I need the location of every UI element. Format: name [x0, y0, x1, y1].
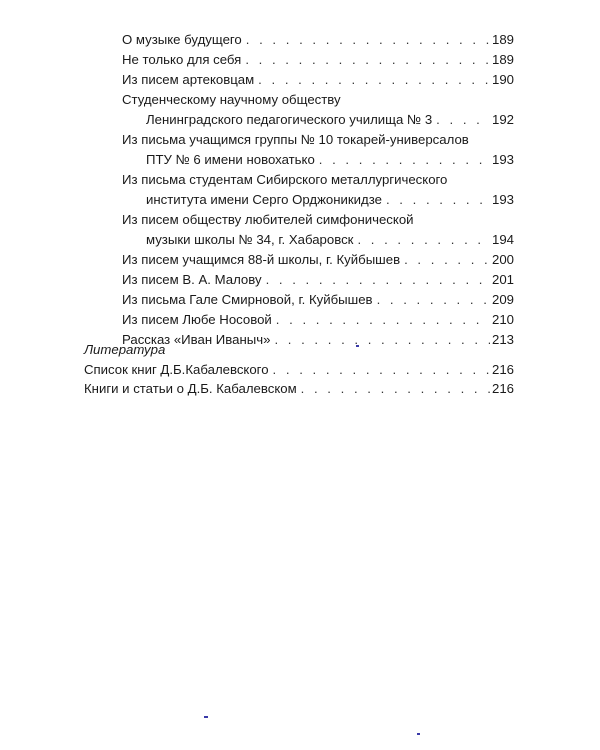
toc-entry [122, 310, 514, 330]
toc-entry-title: О музыке будущего [122, 32, 242, 47]
stray-ink-mark [204, 716, 208, 718]
literature-entry [84, 379, 514, 398]
toc-entry-title: Из писем обществу любителей симфонической [122, 212, 414, 227]
literature-entry [84, 360, 514, 379]
dot-leader [357, 230, 490, 250]
dot-leader [266, 270, 490, 290]
toc-entry-title: Из писем учащимся 88-й школы, г. Куйбышев [122, 252, 401, 267]
toc-entry-title: Не только для себя [122, 52, 242, 67]
dot-leader [386, 190, 490, 210]
toc-entry-page: 200 [491, 252, 514, 267]
literature-entry-page: 216 [491, 381, 514, 396]
toc-entry-title: Из письма Гале Смирновой, г. Куйбышев [122, 292, 373, 307]
toc-entry-title-continuation: института имени Серго Орджоникидзе [146, 192, 382, 207]
dot-leader [404, 250, 490, 270]
dot-leader [276, 310, 490, 330]
toc-entry-title: Студенческому научному обществу [122, 92, 341, 107]
dot-leader [301, 379, 490, 398]
toc-entry [122, 50, 514, 70]
dot-leader [319, 150, 490, 170]
dot-leader [245, 50, 490, 70]
literature-heading: Литература [84, 342, 166, 357]
toc-entry-title: Из писем артековцам [122, 72, 255, 87]
dot-leader [246, 30, 490, 50]
toc-entry [122, 130, 514, 170]
toc-entry [122, 290, 514, 310]
toc-entry-title-continuation: ПТУ № 6 имени новохатько [146, 152, 315, 167]
dot-leader [436, 110, 490, 130]
dot-leader [377, 290, 490, 310]
toc-entry-page: 190 [491, 72, 514, 87]
toc-entry-title-continuation: Ленинградского педагогического училища № 3 [146, 112, 433, 127]
literature-entry-page: 216 [491, 362, 514, 377]
literature-section [84, 340, 514, 398]
stray-ink-mark [356, 345, 359, 347]
toc-entry-page: 201 [491, 272, 514, 287]
toc-entry-page: 210 [491, 312, 514, 327]
toc-entry-page: 193 [491, 192, 514, 207]
toc-entry [122, 270, 514, 290]
toc-entry-page: 193 [491, 152, 514, 167]
dot-leader [273, 360, 490, 379]
toc-entry [122, 70, 514, 90]
toc-entry [122, 250, 514, 270]
toc-entry-page: 194 [491, 232, 514, 247]
toc-entry [122, 210, 514, 250]
table-of-contents [122, 30, 514, 350]
toc-entry-page: 189 [491, 52, 514, 67]
toc-entry-title: Из писем Любе Носовой [122, 312, 272, 327]
toc-entry [122, 90, 514, 130]
toc-entry-title: Рассказ «Иван Иваныч» [122, 332, 271, 347]
toc-entry-page: 189 [491, 32, 514, 47]
literature-entry-title: Список книг Д.Б.Кабалевского [84, 362, 269, 377]
toc-entry-page: 213 [491, 332, 514, 347]
literature-entry-title: Книги и статьи о Д.Б. Кабалевском [84, 381, 297, 396]
toc-entry-page: 192 [491, 112, 514, 127]
toc-entry-title-continuation: музыки школы № 34, г. Хабаровск [146, 232, 354, 247]
toc-entry [122, 30, 514, 50]
dot-leader [258, 70, 490, 90]
stray-ink-mark [417, 733, 420, 735]
toc-entry-title: Из письма учащимся группы № 10 токарей-универсалов [122, 132, 469, 147]
toc-entry-page: 209 [491, 292, 514, 307]
toc-entry [122, 170, 514, 210]
toc-entry-title: Из писем В. А. Малову [122, 272, 262, 287]
toc-entry-title: Из письма студентам Сибирского металлургического [122, 172, 448, 187]
